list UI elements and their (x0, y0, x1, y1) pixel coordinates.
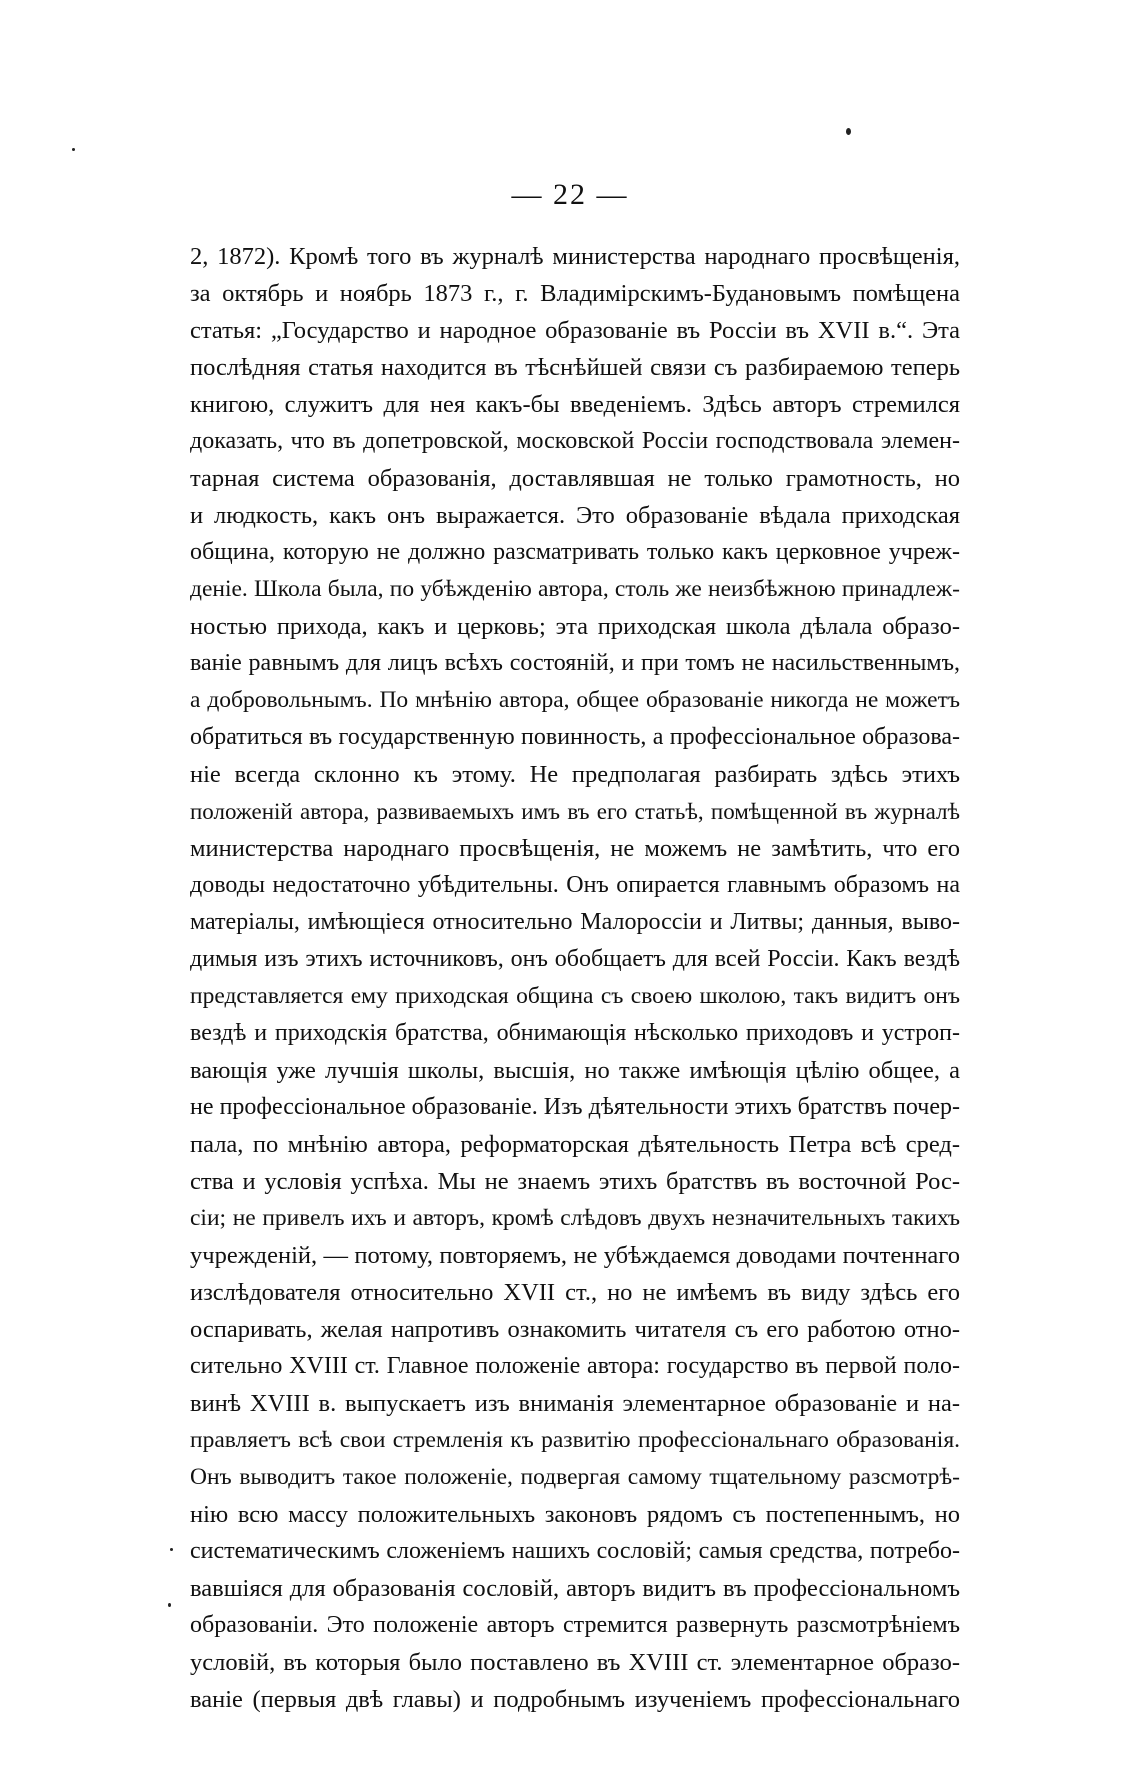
text-line: книгою, служитъ для нея какъ-бы введеніемъ. Здѣсь авторъ стремился (190, 391, 960, 418)
text-line: Онъ выводитъ такое положеніе, подвергая самому тщательному разсмотрѣ- (190, 1464, 960, 1490)
text-line: образованіи. Это положеніе авторъ стремится развернуть разсмотрѣніемъ (190, 1612, 960, 1638)
text-line: оспаривать, желая напротивъ ознакомить читателя съ его работою отно- (190, 1316, 960, 1343)
text-line: за октябрь и ноябрь 1873 г., г. Владимірскимъ-Будановымъ помѣщена (190, 280, 960, 307)
print-speck (72, 148, 75, 151)
text-line: община, которую не должно разсматривать только какъ церковное учреж- (190, 539, 960, 565)
text-line: винѣ XVIII в. выпускаетъ изъ вниманія элементарное образованіе и на- (190, 1390, 960, 1417)
text-line: деніе. Школа была, по убѣжденію автора, столь же неизбѣжною принадлеж- (190, 576, 960, 602)
text-line: вавшіяся для образованія сословій, авторъ видитъ въ профессіональномъ (190, 1575, 960, 1602)
text-line: вездѣ и приходскія братства, обнимающія нѣсколько приходовъ и устроп- (190, 1020, 960, 1046)
text-line: статья: „Государство и народное образованіе въ Россіи въ XVII в.“. Эта (190, 317, 960, 344)
text-line: вающія уже лучшія школы, высшія, но также имѣющія цѣлію общее, а (190, 1057, 960, 1084)
text-line: не профессіональное образованіе. Изъ дѣятельности этихъ братствъ почер- (190, 1094, 960, 1120)
text-line: систематическимъ сложеніемъ нашихъ сословій; самыя средства, потребо- (190, 1538, 960, 1564)
text-line: сіи; не привелъ ихъ и авторъ, кромѣ слѣдовъ двухъ незначительныхъ такихъ (190, 1205, 960, 1231)
print-speck (170, 1548, 173, 1551)
text-line: ностью прихода, какъ и церковь; эта приходская школа дѣлала образо- (190, 613, 960, 640)
text-line: нію всю массу положительныхъ законовъ рядомъ съ постепеннымъ, но (190, 1501, 960, 1528)
text-line: обратиться въ государственную повинность, а профессіональное образова- (190, 724, 960, 750)
text-line: доводы недостаточно убѣдительны. Онъ опирается главнымъ образомъ на (190, 872, 960, 898)
text-line: ваніе (первыя двѣ главы) и подробнымъ изученіемъ профессіональнаго (190, 1686, 960, 1713)
print-speck (846, 128, 851, 135)
text-line: и людкость, какъ онъ выражается. Это образованіе вѣдала приходская (190, 502, 960, 529)
body-text (190, 238, 960, 1718)
text-line: 2, 1872). Кромѣ того въ журналѣ министерства народнаго просвѣщенія, (190, 243, 960, 270)
text-line: ства и условія успѣха. Мы не знаемъ этихъ братствъ въ восточной Рос- (190, 1168, 960, 1195)
text-line: ніе всегда склонно къ этому. Не предполагая разбирать здѣсь этихъ (190, 761, 960, 788)
text-line: сительно XVIII ст. Главное положеніе автора: государство въ первой поло- (190, 1353, 960, 1379)
text-line: ваніе равнымъ для лицъ всѣхъ состояній, и при томъ не насильственнымъ, (190, 650, 960, 676)
print-speck (168, 1603, 171, 1607)
text-line: доказать, что въ допетровской, московской Россіи господствовала элемен- (190, 428, 960, 454)
text-line: изслѣдователя относительно XVII ст., но не имѣемъ въ виду здѣсь его (190, 1279, 960, 1306)
text-line: представляется ему приходская община съ своею школою, такъ видитъ онъ (190, 983, 960, 1009)
text-line: условій, въ которыя было поставлено въ XVIII ст. элементарное образо- (190, 1649, 960, 1676)
text-line: министерства народнаго просвѣщенія, не можемъ не замѣтить, что его (190, 835, 960, 862)
text-line: тарная система образованія, доставлявшая не только грамотность, но (190, 465, 960, 492)
text-line: послѣдняя статья находится въ тѣснѣйшей связи съ разбираемою теперь (190, 354, 960, 381)
text-line: учрежденій, — потому, повторяемъ, не убѣждаемся доводами почтеннаго (190, 1242, 960, 1269)
page-number: — 22 — (511, 178, 629, 211)
text-line: положеній автора, развиваемыхъ имъ въ его статьѣ, помѣщенной въ журналѣ (190, 799, 960, 824)
text-line: правляетъ всѣ свои стремленія къ развитію профессіональнаго образованія. (190, 1427, 960, 1453)
text-line: матеріалы, имѣющіеся относительно Малороссіи и Литвы; данныя, выво- (190, 909, 960, 935)
text-line: димыя изъ этихъ источниковъ, онъ обобщаетъ для всей Россіи. Какъ вездѣ (190, 946, 960, 972)
text-line: а добровольнымъ. По мнѣнію автора, общее образованіе никогда не можетъ (190, 687, 960, 713)
text-line: пала, по мнѣнію автора, реформаторская дѣятельность Петра всѣ сред- (190, 1131, 960, 1158)
